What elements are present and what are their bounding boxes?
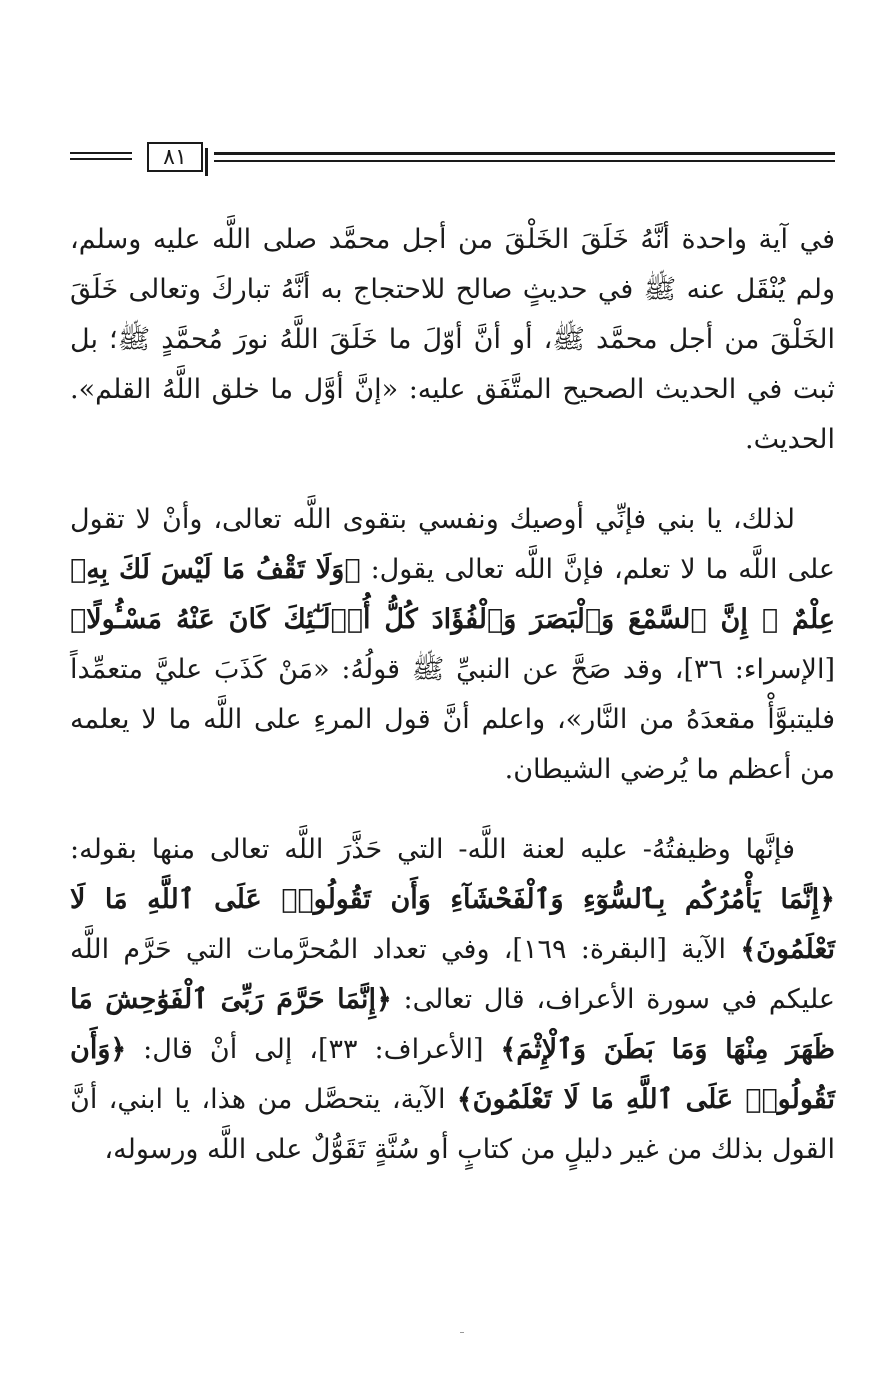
footer-mark [460,1332,464,1333]
quran-verse: ﴿إِنَّمَا يَأْمُرُكُم بِٱلسُّوٓءِ وَٱلْفَحْشَآءِ وَأَن تَقُولُوا۟ عَلَى ٱللَّهِ مَا لَا تَعْلَمُونَ﴾ [70,884,835,965]
paragraph-1 [70,215,835,465]
page-body [70,215,835,1205]
paragraph-text: فإنَّها وظيفتُهُ- عليه لعنة اللَّه- التي حَذَّرَ اللَّه تعالى منها بقوله: [70,834,795,865]
quran-verse: ﴿وَلَا تَقْفُ مَا لَيْسَ لَكَ بِهِۦ عِلْمٌ ۚ إِنَّ ٱلسَّمْعَ وَٱلْبَصَرَ وَٱلْفُؤَادَ كُلُّ أُو۟لَـٰٓئِكَ كَانَ عَنْهُ مَسْـُٔولًا﴾ [70,554,835,635]
page-number-box [147,142,203,172]
quran-verse: ﴿وَأَن تَقُولُوا۟ عَلَى ٱللَّهِ مَا لَا تَعْلَمُونَ﴾ [70,1034,835,1115]
paragraph-2 [70,495,835,795]
header-rule-right [214,152,835,162]
paragraph-text: [الأعراف: ٣٣]، إلى أنْ قال: [126,1034,501,1065]
paragraph-3 [70,825,835,1175]
paragraph-text: الآية [البقرة: ١٦٩]، وفي تعداد المُحرَّمات التي حَرَّم اللَّه عليكم في سورة الأعراف، قال تعالى: [70,934,835,1015]
quran-verse: ﴿إِنَّمَا حَرَّمَ رَبِّىَ ٱلْفَوَٰحِشَ مَا ظَهَرَ مِنْهَا وَمَا بَطَنَ وَٱلْإِثْمَ﴾ [70,984,835,1065]
page-number: ٨١ [163,144,187,170]
header-rule-left [70,152,132,160]
paragraph-text: الآية، يتحصَّل من هذا، يا ابني، أنَّ القول بذلك من غير دليلٍ من كتابٍ أو سُنَّةٍ تَقَوُّلٌ على اللَّه ورسوله، [70,1084,835,1165]
paragraph-text: لذلك، يا بني فإنِّي أوصيك ونفسي بتقوى اللَّه تعالى، وأنْ لا تقول على اللَّه ما لا تعلم، فإنَّ اللَّه تعالى يقول: [70,504,836,585]
page-header [70,140,835,180]
paragraph-text: في آية واحدة أنَّهُ خَلَقَ الخَلْقَ من أجل محمَّد صلى اللَّه عليه وسلم، ولم يُنْقَل عنه ﷺ في حديثٍ صالح للاحتجاج به أنَّهُ تباركَ وتعالى خَلَقَ الخَلْقَ من أجل محمَّد ﷺ، أو أنَّ أوّلَ ما خَلَقَ اللَّهُ نورَ مُحمَّدٍ ﷺ؛ بل ثبت في الحديث الصحيح المتَّفَق عليه: «إنَّ أوَّل ما خلق اللَّهُ القلم». الحديث. [70,224,835,455]
paragraph-text: [الإسراء: ٣٦]، وقد صَحَّ عن النبيِّ ﷺ قولُهُ: «مَنْ كَذَبَ عليَّ متعمِّداً فليتبوَّأْ مقعدَهُ من النَّار»، واعلم أنَّ قول المرءِ على اللَّه ما لا يعلمه من أعظم ما يُرضي الشيطان. [70,654,835,785]
